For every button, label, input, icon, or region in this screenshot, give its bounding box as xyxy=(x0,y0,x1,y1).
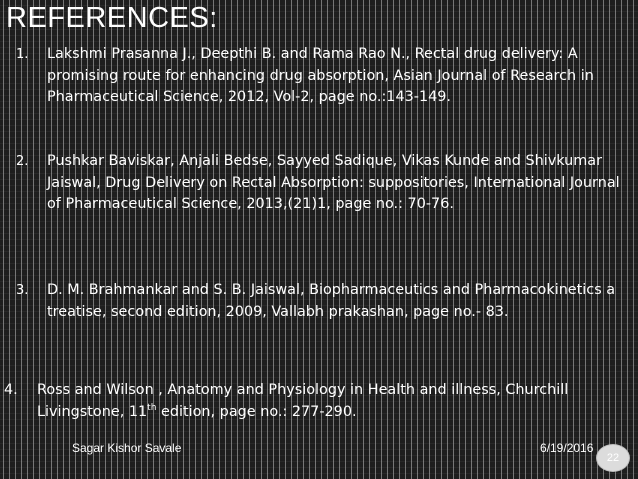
reference-text xyxy=(37,380,632,423)
reference-text-start: Ross and Wilson , Anatomy and Physiology in Health and illness, Churchill Livingstone, 11 xyxy=(37,382,569,420)
reference-number: 4. xyxy=(4,382,18,398)
reference-text: Lakshmi Prasanna J., Deepthi B. and Rama Rao N., Rectal drug delivery: A promising route for enhancing drug absorption, Asian Journal of Research in Pharmaceutical Science, 2012, Vol-2, page no.:143-149. xyxy=(47,46,594,105)
reference-superscript: th xyxy=(147,402,157,413)
slide-title: REFERENCES: xyxy=(6,2,218,34)
reference-number: 2. xyxy=(16,154,29,169)
reference-item xyxy=(4,380,632,423)
reference-text-end: edition, page no.: 277-290. xyxy=(156,403,357,420)
reference-number: 3. xyxy=(16,283,29,298)
reference-number: 1. xyxy=(16,47,29,62)
reference-item xyxy=(16,151,628,216)
reference-text: D. M. Brahmankar and S. B. Jaiswal, Biopharmaceutics and Pharmacokinetics a treatise, second edition, 2009, Vallabh prakashan, page no.- 83. xyxy=(47,282,616,320)
reference-item xyxy=(16,280,628,323)
footer-author: Sagar Kishor Savale xyxy=(72,441,182,455)
page-number-badge: 22 xyxy=(596,444,630,472)
reference-text: Pushkar Baviskar, Anjali Bedse, Sayyed Sadique, Vikas Kunde and Shivkumar Jaiswal, Drug Delivery on Rectal Absorption: suppositories, International Journal of Pharmaceutical Science, 2013,(21)1, page no.: 70-76. xyxy=(47,153,620,212)
reference-item xyxy=(16,44,628,109)
footer-date: 6/19/2016 xyxy=(540,441,594,455)
